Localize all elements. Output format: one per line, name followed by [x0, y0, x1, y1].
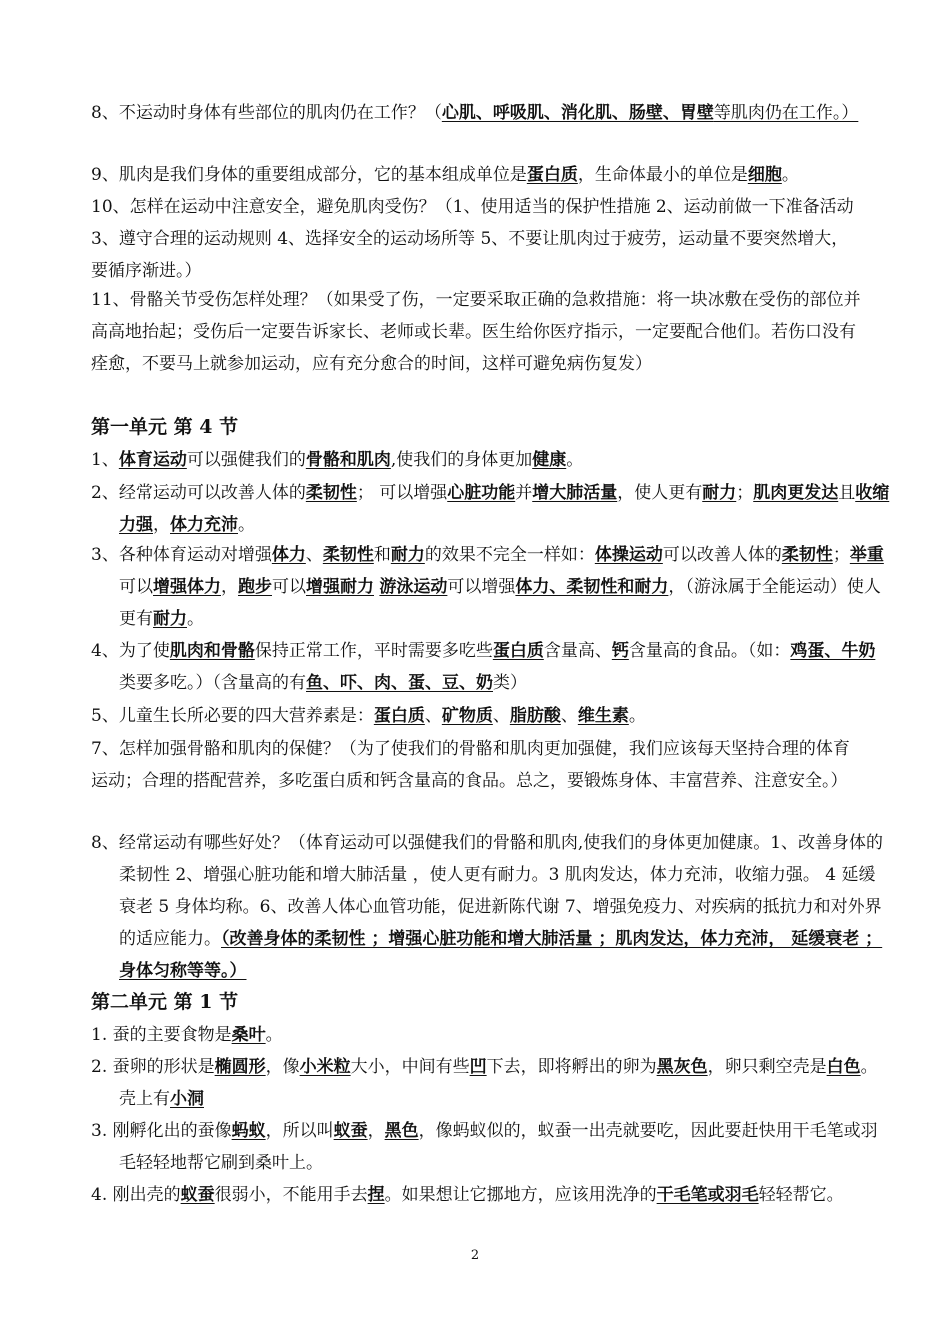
text-segment: 2. 蚕卵的形状是	[91, 1057, 215, 1077]
text-segment: ；	[736, 483, 754, 503]
list-item-u2s1-2	[91, 1051, 891, 1115]
list-item-u2s1-4	[91, 1179, 891, 1211]
list-item-u2s1-3	[91, 1115, 891, 1179]
text-segment: 8、经常运动有哪些好处？（体育运动可以强健我们的骨骼和肌肉,使我们的身体更加健康。1、改善身体的柔韧性 2、增强心脏功能和增大肺活量 ，使人更有耐力。3 肌肉发达，体力充沛，收缩力强。 4 延缓衰老 5 身体均称。6、改善人体心血管功能，促进新陈代谢 7、增强免疫力、对疾病的抵抗力和对外界的适应能力。	[91, 833, 884, 949]
emphasized-text: 蛋白质	[492, 641, 544, 661]
text-segment: 可以强健我们的	[186, 450, 306, 470]
text-segment: 含量高、	[543, 641, 612, 661]
list-item-u1s4-3	[91, 539, 891, 635]
emphasized-text: 耐力	[702, 483, 737, 503]
text-segment: ，像	[265, 1057, 300, 1077]
list-item-u1s4-5	[91, 700, 863, 732]
text-segment: 可以改善人体的	[662, 545, 782, 565]
emphasized-text: 白色	[826, 1057, 861, 1077]
text-segment: 。	[187, 609, 204, 629]
emphasized-text: 跑步	[238, 577, 272, 597]
emphasized-text: 椭圆形	[214, 1057, 266, 1077]
emphasized-text: 蚁蚕	[180, 1185, 215, 1205]
text-segment: 。	[265, 1025, 283, 1045]
emphasized-text: 捏	[367, 1185, 385, 1205]
text-segment: 和	[373, 545, 391, 565]
emphasized-text: 举重	[849, 545, 884, 565]
text-segment: ，使人更有	[617, 483, 703, 503]
text-segment: 。	[628, 706, 646, 726]
emphasized-text: 钙	[611, 641, 629, 661]
emphasized-text: 干毛笔或羽毛	[656, 1185, 759, 1205]
emphasized-text: 小米粒	[299, 1057, 351, 1077]
emphasized-text: 心肌、呼吸肌、消化肌、肠壁、胃壁	[441, 103, 714, 123]
emphasized-text: 体力充沛	[170, 515, 238, 535]
text-segment: 3、各种体育运动对增强	[91, 545, 272, 565]
emphasized-text: 体育运动	[118, 450, 187, 470]
text-segment: 11、骨骼关节受伤怎样处理？（如果受了伤，一定要采取正确的急救措施：将一块冰敷在受伤的部位并高高地抬起；受伤后一定要告诉家长、老师或长辈。医生给你医疗指示，一定要配合他们。若伤口没有痊愈，不要马上就参加运动，应有充分愈合的时间，这样可避免病伤复发）	[91, 290, 861, 374]
text-segment: 可以	[119, 577, 153, 597]
emphasized-text: 耐力	[153, 609, 187, 629]
text-segment: ；	[832, 545, 850, 565]
text-segment: 含量高的食品。（如：	[628, 641, 791, 661]
list-item-u1s4-2	[91, 477, 891, 541]
text-segment: 保持正常工作，平时需要多吃些	[254, 641, 493, 661]
text-segment: 可以增强	[447, 577, 516, 597]
text-segment: 7、怎样加强骨骼和肌肉的保健？（为了使我们的骨骼和肌肉更加强健，我们应该每天坚持合理的体育运动；合理的搭配营养，多吃蛋白质和钙含量高的食品。总之，要锻炼身体、丰富营养、注意安全。）	[91, 739, 850, 791]
emphasized-text: 鱼、吓、肉、蛋、豆、奶	[306, 673, 493, 693]
emphasized-text: 蚁蚕	[333, 1121, 368, 1141]
text-segment: 。	[781, 165, 799, 185]
emphasized-text: 柔韧性	[322, 545, 374, 565]
emphasized-text: 柔韧性	[781, 545, 833, 565]
emphasized-text: 耐力	[390, 545, 425, 565]
list-item-u1s4-7	[91, 733, 863, 797]
text-segment: 可以	[272, 577, 306, 597]
list-item-u1s4-1	[91, 444, 863, 476]
text-segment: ，生命体最小的单位是	[577, 165, 748, 185]
text-segment: 。壳上有	[119, 1057, 878, 1109]
emphasized-text: 肌肉更发达	[753, 483, 839, 503]
text-segment: ,使我们的身体更加	[390, 450, 533, 470]
text-segment: 、	[560, 706, 578, 726]
list-item-u1s4-4	[91, 635, 891, 699]
text-segment: 的效果不完全一样如：	[424, 545, 595, 565]
emphasized-text: 桑叶	[231, 1025, 266, 1045]
emphasized-text: 等肌肉仍在工作。）	[713, 103, 859, 123]
text-segment: ，（游泳属于全能运动）使人更有	[119, 577, 881, 629]
text-segment: ，卵只剩空壳是	[707, 1057, 827, 1077]
list-item-u1s4-8	[91, 827, 891, 987]
text-segment: 10、怎样在运动中注意安全，避免肌肉受伤？（1、使用适当的保护性措施 2、运动前做一下准备活动 3、遵守合理的运动规则 4、选择安全的运动场所等 5、不要让肌肉过于疲劳，运动量不要突然增大，要循序渐进。）	[91, 197, 854, 281]
text-segment: ； 可以增强	[356, 483, 448, 503]
text-segment: ，	[153, 515, 170, 535]
text-segment: 、	[492, 706, 510, 726]
text-segment: 2、经常运动可以改善人体的	[91, 483, 306, 503]
emphasized-text: 鸡蛋、牛奶	[790, 641, 876, 661]
text-segment: 、	[424, 706, 442, 726]
emphasized-text: 游泳运动	[379, 577, 448, 597]
emphasized-text: 心脏功能	[447, 483, 516, 503]
emphasized-text: 矿物质	[441, 706, 493, 726]
emphasized-text: 柔韧性	[305, 483, 357, 503]
text-segment: 并	[515, 483, 533, 503]
question-9-paragraph	[91, 159, 863, 191]
question-8-paragraph	[91, 97, 863, 129]
emphasized-text: 增强耐力	[306, 577, 374, 597]
emphasized-text: 体力、柔韧性和耐力	[515, 577, 669, 597]
emphasized-text: 收缩力强	[119, 483, 890, 535]
emphasized-text: 小洞	[170, 1089, 204, 1109]
page-number: 2	[470, 1248, 480, 1263]
question-11-paragraph	[91, 284, 863, 380]
emphasized-text: （改善身体的柔韧性 ；增强心脏功能和增大肺活量 ；肌肉发达，体力充沛， 延缓衰老 ；身体匀称等等。）	[119, 929, 883, 981]
text-segment: 大小，中间有些	[350, 1057, 470, 1077]
text-segment: 9、肌肉是我们身体的重要组成部分，它的基本组成单位是	[91, 165, 527, 185]
text-segment: 类要多吃。）（含量高的有	[119, 673, 306, 693]
text-segment: 且	[838, 483, 856, 503]
emphasized-text: 脂肪酸	[509, 706, 561, 726]
text-segment: 4. 刚出壳的	[91, 1185, 181, 1205]
emphasized-text: 蛋白质	[526, 165, 578, 185]
emphasized-text: 健康	[532, 450, 567, 470]
emphasized-text: 体操运动	[594, 545, 663, 565]
section-heading-unit1-section4: 第一单元 第 4 节	[91, 416, 239, 438]
text-segment: 4、为了使	[91, 641, 170, 661]
text-segment: ，	[221, 577, 238, 597]
text-segment: ，像蚂蚁似的，蚁蚕一出壳就要吃，因此要赶快用干毛笔或羽毛轻轻地帮它刷到桑叶上。	[119, 1121, 878, 1173]
emphasized-text: 细胞	[747, 165, 782, 185]
text-segment: ，	[367, 1121, 385, 1141]
emphasized-text: 维生素	[577, 706, 629, 726]
text-segment: 下去，即将孵出的卵为	[486, 1057, 657, 1077]
text-segment: 1、	[91, 450, 119, 470]
text-segment: 轻轻帮它。	[758, 1185, 844, 1205]
text-segment: 1. 蚕的主要食物是	[91, 1025, 232, 1045]
section-heading-unit2-section1: 第二单元 第 1 节	[91, 991, 239, 1013]
emphasized-text: 黑色	[384, 1121, 419, 1141]
emphasized-text: 骨骼和肌肉	[305, 450, 391, 470]
text-segment: 。如果想让它挪地方，应该用洗净的	[384, 1185, 657, 1205]
text-segment: 、	[305, 545, 323, 565]
emphasized-text: 凹	[469, 1057, 487, 1077]
text-segment: 类）	[493, 673, 527, 693]
emphasized-text: 增强体力	[153, 577, 221, 597]
emphasized-text: 蚂蚁	[231, 1121, 266, 1141]
emphasized-text: 体力	[271, 545, 306, 565]
question-10-paragraph	[91, 191, 863, 287]
emphasized-text: 增大肺活量	[532, 483, 618, 503]
text-segment: 8、不运动时身体有些部位的肌肉仍在工作？（	[91, 103, 442, 123]
text-segment: 3. 刚孵化出的蚕像	[91, 1121, 232, 1141]
emphasized-text: 黑灰色	[656, 1057, 708, 1077]
text-segment: ，所以叫	[265, 1121, 334, 1141]
text-segment: 5、儿童生长所必要的四大营养素是：	[91, 706, 374, 726]
text-segment: 。	[238, 515, 255, 535]
list-item-u2s1-1	[91, 1019, 891, 1051]
text-segment: 很弱小，不能用手去	[214, 1185, 368, 1205]
text-segment: 。	[566, 450, 584, 470]
emphasized-text: 蛋白质	[373, 706, 425, 726]
emphasized-text: 肌肉和骨骼	[169, 641, 255, 661]
